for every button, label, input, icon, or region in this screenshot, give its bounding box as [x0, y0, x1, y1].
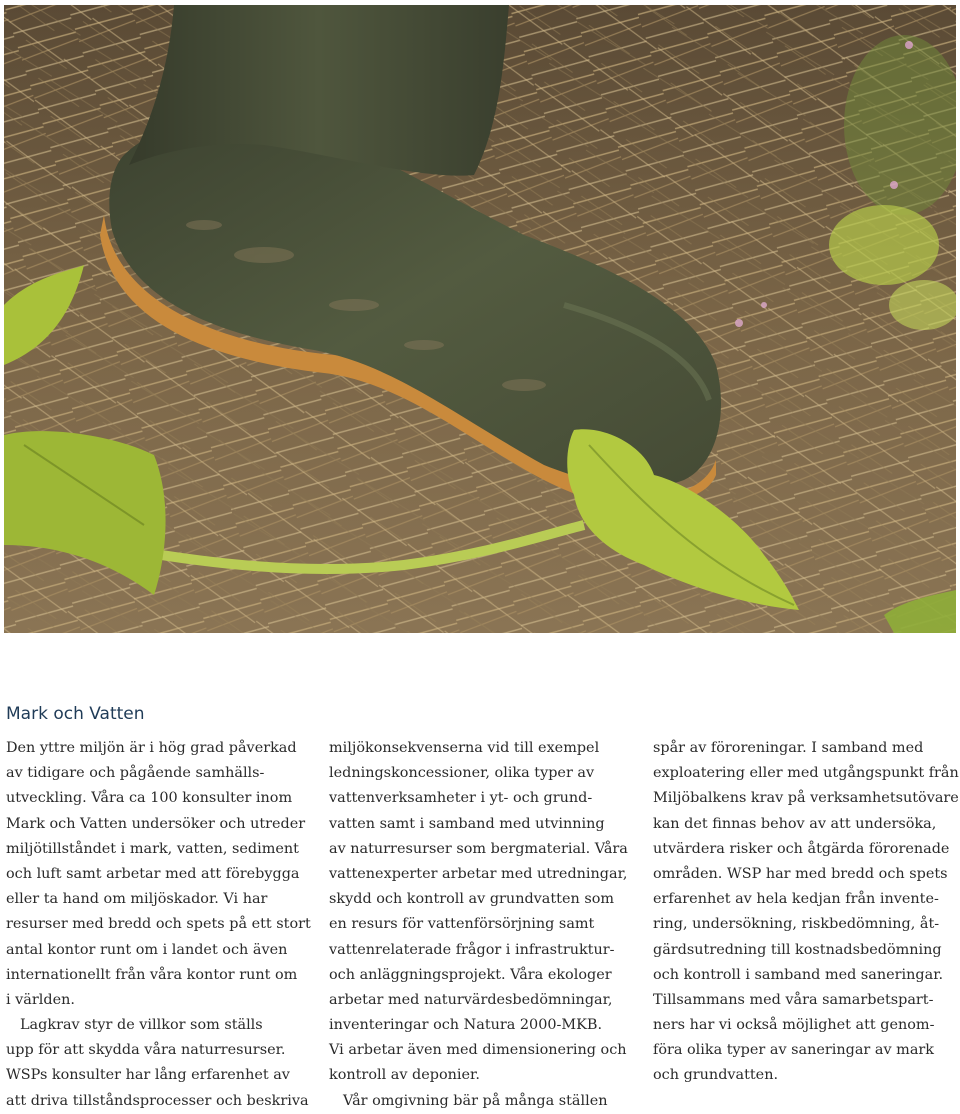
- text-line-indent: Lagkrav styr de villkor som ställs: [20, 1017, 263, 1034]
- text-line: vattenverksamheter i yt- och grund-: [329, 790, 593, 807]
- text-line: upp för att skydda våra naturresurser.: [6, 1042, 286, 1059]
- text-line: Miljöbalkens krav på verksamhetsutövare: [653, 790, 959, 807]
- text-line: och anläggningsprojekt. Våra ekologer: [329, 966, 612, 983]
- text-line: att driva tillståndsprocesser och beskriva: [6, 1092, 309, 1109]
- text-line: utveckling. Våra ca 100 konsulter inom: [6, 790, 293, 807]
- text-line: i världen.: [6, 991, 75, 1008]
- text-line: ring, undersökning, riskbedömning, åt-: [653, 916, 940, 933]
- text-line: Tillsammans med våra samarbetspart-: [653, 991, 934, 1008]
- text-line: inventeringar och Natura 2000-MKB.: [329, 1017, 603, 1034]
- text-line: exploatering eller med utgångspunkt från: [653, 765, 959, 782]
- text-line-indent: Vår omgivning bär på många ställen: [343, 1092, 608, 1109]
- text-line: och luft samt arbetar med att förebygga: [6, 865, 300, 882]
- section-heading: Mark och Vatten: [6, 704, 145, 724]
- text-line: spår av föroreningar. I samband med: [653, 740, 924, 756]
- text-column-3: [653, 736, 959, 1089]
- text-line: kontroll av deponier.: [329, 1067, 480, 1084]
- text-line: kan det finnas behov av att undersöka,: [653, 815, 937, 832]
- text-line: vattenrelaterade frågor i infrastruktur-: [329, 941, 615, 958]
- text-line: utvärdera risker och åtgärda förorenade: [653, 840, 950, 857]
- text-line: Vi arbetar även med dimensionering och: [329, 1042, 627, 1059]
- text-line: arbetar med naturvärdesbedömningar,: [329, 991, 613, 1008]
- text-line: resurser med bredd och spets på ett stort: [6, 916, 311, 933]
- text-line: miljökonsekvenserna vid till exempel: [329, 740, 600, 756]
- text-column-2: [329, 736, 628, 1114]
- text-line: en resurs för vattenförsörjning samt: [329, 916, 595, 933]
- text-line: ners har vi också möjlighet att genom-: [653, 1017, 935, 1034]
- text-column-1: [6, 736, 311, 1114]
- text-line: Mark och Vatten undersöker och utreder: [6, 815, 306, 832]
- text-line: erfarenhet av hela kedjan från invente-: [653, 891, 939, 908]
- text-line: ledningskoncessioner, olika typer av: [329, 765, 595, 782]
- text-line: vattenexperter arbetar med utredningar,: [329, 865, 628, 882]
- text-line: områden. WSP har med bredd och spets: [653, 865, 948, 882]
- text-line: föra olika typer av saneringar av mark: [653, 1042, 934, 1059]
- boot-on-straw-image: [4, 5, 956, 633]
- hero-photo: [4, 5, 956, 633]
- text-line: och grundvatten.: [653, 1067, 779, 1084]
- text-line: WSPs konsulter har lång erfarenhet av: [6, 1067, 290, 1084]
- text-line: internationellt från våra kontor runt om: [6, 966, 298, 983]
- text-line: eller ta hand om miljöskador. Vi har: [6, 891, 268, 908]
- text-line: antal kontor runt om i landet och även: [6, 941, 288, 958]
- text-line: miljötillståndet i mark, vatten, sediment: [6, 840, 299, 857]
- text-line: gärdsutredning till kostnadsbedömning: [653, 941, 942, 958]
- text-line: vatten samt i samband med utvinning: [329, 815, 605, 832]
- text-line: av tidigare och pågående samhälls-: [6, 765, 265, 782]
- text-line: Den yttre miljön är i hög grad påverkad: [6, 740, 297, 756]
- text-line: skydd och kontroll av grundvatten som: [329, 891, 615, 908]
- text-line: av naturresurser som bergmaterial. Våra: [329, 840, 628, 857]
- text-line: och kontroll i samband med saneringar.: [653, 966, 944, 983]
